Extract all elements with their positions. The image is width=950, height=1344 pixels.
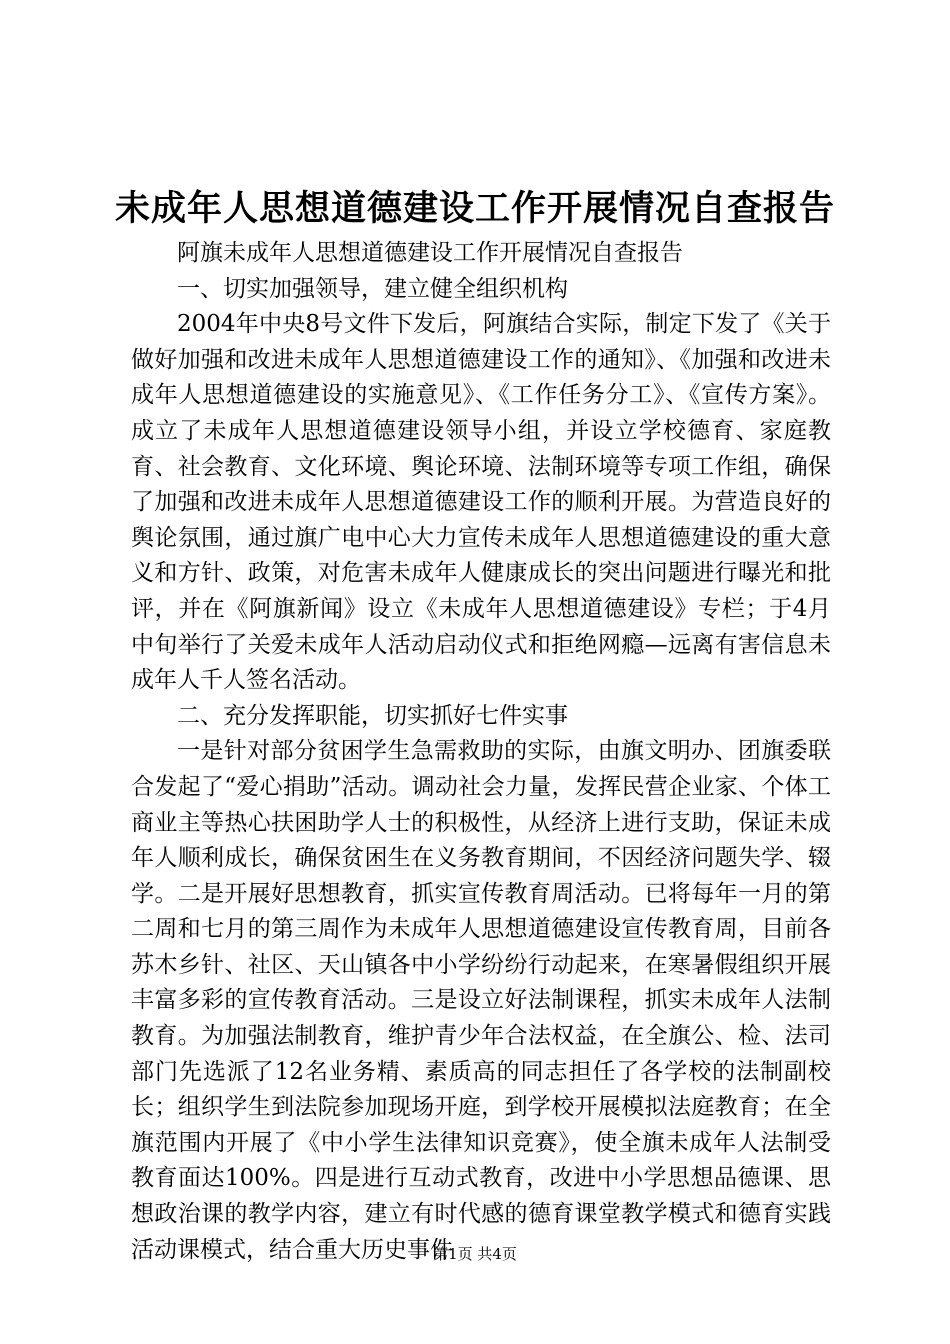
section-heading-2: 二、充分发挥职能，切实抓好七件实事 [177,702,568,729]
body-paragraph-subtitle: 阿旗未成年人思想道德建设工作开展情况自查报告 [177,240,683,266]
document-body [131,236,831,1268]
body-paragraph-2: 一是针对部分贫困学生急需救助的实际，由旗文明办、团旗委联合发起了“爱心捐助”活动。调动社会力量，发挥民营企业家、个体工商业主等热心扶困助学人士的积极性，从经济上进行支助，保证未成年人顺利成长，确保贫困生在义务教育期间，不因经济问题失学、辍学。二是开展好思想教育，抓实宣传教育周活动。已将每年一月的第二周和七月的第三周作为未成年人思想道德建设宣传教育周，目前各苏木乡针、社区、天山镇各中小学纷纷行动起来，在寒暑假组织开展丰富多彩的宣传教育活动。三是设立好法制课程，抓实未成年人法制教育。为加强法制教育，维护青少年合法权益，在全旗公、检、法司部门先选派了12名业务精、素质高的同志担任了各学校的法制副校长；组织学生到法院参加现场开庭，到学校开展模拟法庭教育；在全旗范围内开展了《中小学生法律知识竞赛》，使全旗未成年人法制受教育面达100%。四是进行互动式教育，改进中小学思想品德课、思想政治课的教学内容，建立有时代感的德育课堂教学模式和德育实践活动课模式，结合重大历史事件 [131,738,831,1263]
body-paragraph-1: 2004年中央8号文件下发后，阿旗结合实际，制定下发了《关于做好加强和改进未成年人思想道德建设工作的通知》、《加强和改进未成年人思想道德建设的实施意见》、《工作任务分工》、《宣传方案》。成立了未成年人思想道德建设领导小组，并设立学校德育、家庭教育、社会教育、文化环境、舆论环境、法制环境等专项工作组，确保了加强和改进未成年人思想道德建设工作的顺利开展。为营造良好的舆论氛围，通过旗广电中心大力宣传未成年人思想道德建设的重大意义和方针、政策，对危害未成年人健康成长的突出问题进行曝光和批评，并在《阿旗新闻》设立《未成年人思想道德建设》专栏；于4月中旬举行了关爱未成年人活动启动仪式和拒绝网瘾—远离有害信息未成年人千人签名活动。 [131,311,831,694]
section-heading-1: 一、切实加强领导，建立健全组织机构 [177,275,568,302]
document-title: 未成年人思想道德建设工作开展情况自查报告 [114,188,835,229]
page-footer: 第1页 共4页 [433,1245,517,1263]
